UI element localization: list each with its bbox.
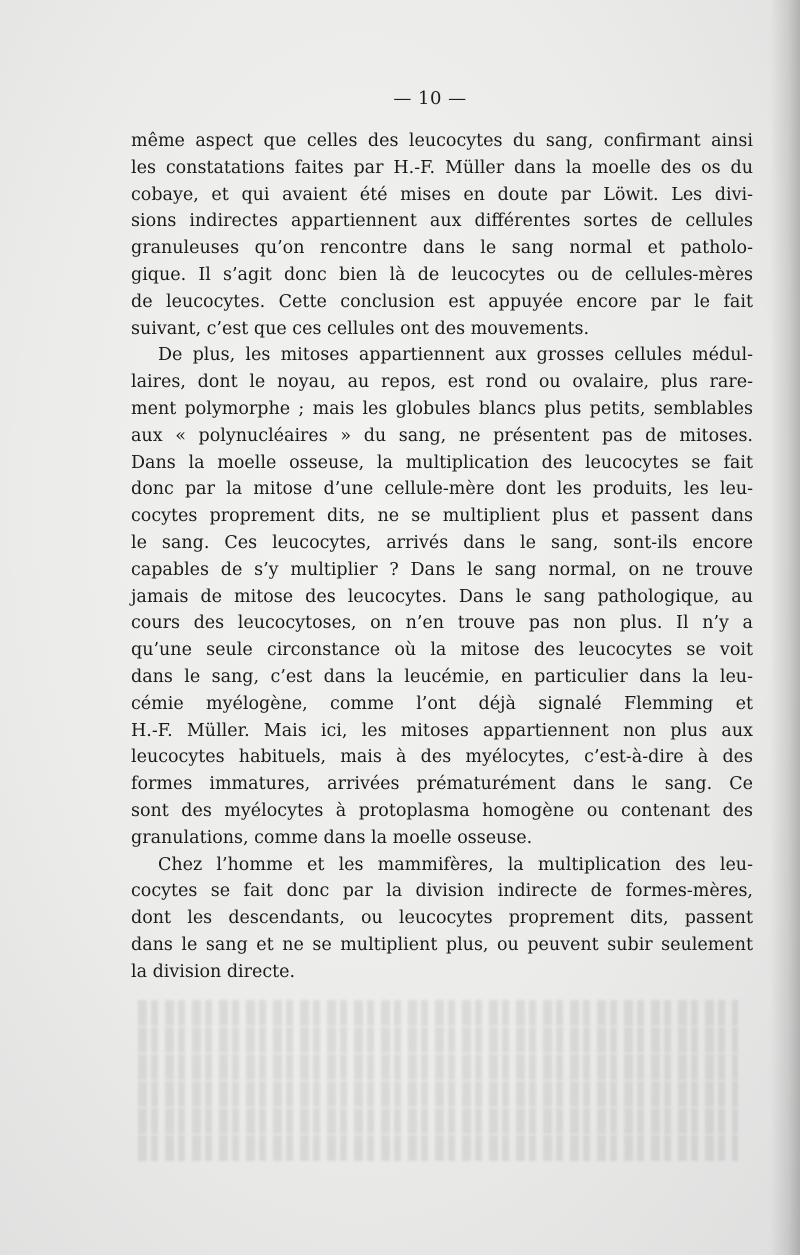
paragraph <box>131 128 753 342</box>
text-line: dans le sang et ne se multiplient plus, ou peuvent subir seulement <box>131 934 753 955</box>
text-line: De plus, les mitoses appartiennent aux grosses cellules médul- <box>158 345 753 366</box>
text-line: qu’une seule circonstance où la mitose des leucocytes se voit <box>131 640 753 661</box>
text-line: même aspect que celles des leucocytes du sang, confirmant ainsi <box>131 131 753 151</box>
text-line: donc par la mitose d’une cellule-mère dont les produits, les leu- <box>131 479 753 500</box>
text-line: la division directe. <box>131 961 296 982</box>
text-line: aux « polynucléaires » du sang, ne présentent pas de mitoses. <box>131 425 753 446</box>
text-line: cocytes se fait donc par la division indirecte de formes-mères, <box>131 881 753 902</box>
text-line: cémie myélogène, comme l’ont déjà signalé Flemming et <box>131 693 753 714</box>
text-line: granulations, comme dans la moelle osseuse. <box>131 827 533 848</box>
text-line: dans le sang, c’est dans la leucémie, en particulier dans la leu- <box>131 666 753 687</box>
text-line: dont les descendants, ou leucocytes proprement dits, passent <box>131 908 753 929</box>
paragraph <box>131 342 753 851</box>
text-line: leucocytes habituels, mais à des myélocytes, c’est-à-dire à des <box>131 747 753 768</box>
text-line: gique. Il s’agit donc bien là de leucocytes ou de cellules-mères <box>131 264 753 285</box>
body-text <box>131 128 753 986</box>
text-line: suivant, c’est que ces cellules ont des mouvements. <box>131 318 590 339</box>
page-number: — 10 — <box>393 88 467 109</box>
text-line: le sang. Ces leucocytes, arrivés dans le sang, sont-ils encore <box>131 532 753 553</box>
text-line: H.-F. Müller. Mais ici, les mitoses appartiennent non plus aux <box>131 720 753 741</box>
text-line: formes immatures, arrivées prématurément dans le sang. Ce <box>131 774 753 795</box>
show-through-text <box>138 1000 738 1160</box>
text-line: ment polymorphe ; mais les globules blancs plus petits, semblables <box>131 398 753 419</box>
text-line: sont des myélocytes à protoplasma homogène ou contenant des <box>131 800 753 821</box>
paragraph <box>131 852 753 986</box>
text-line: sions indirectes appartiennent aux différentes sortes de cellules <box>131 211 753 232</box>
text-line: Dans la moelle osseuse, la multiplication des leucocytes se fait <box>131 452 753 473</box>
text-line: cobaye, et qui avaient été mises en doute par Löwit. Les divi- <box>131 184 753 205</box>
text-line: jamais de mitose des leucocytes. Dans le sang pathologique, au <box>131 586 753 607</box>
text-line: capables de s’y multiplier ? Dans le sang normal, on ne trouve <box>131 559 753 580</box>
text-line: de leucocytes. Cette conclusion est appuyée encore par le fait <box>131 291 753 312</box>
text-line: granuleuses qu’on rencontre dans le sang normal et patholo- <box>131 238 753 259</box>
text-line: Chez l’homme et les mammifères, la multiplication des leu- <box>158 854 753 875</box>
text-line: cours des leucocytoses, on n’en trouve pas non plus. Il n’y a <box>131 613 753 634</box>
text-line: laires, dont le noyau, au repos, est rond ou ovalaire, plus rare- <box>131 372 753 393</box>
text-line: cocytes proprement dits, ne se multiplient plus et passent dans <box>131 506 753 527</box>
text-line: les constatations faites par H.-F. Müller dans la moelle des os du <box>131 157 753 178</box>
page-edge-shadow <box>770 0 800 1255</box>
